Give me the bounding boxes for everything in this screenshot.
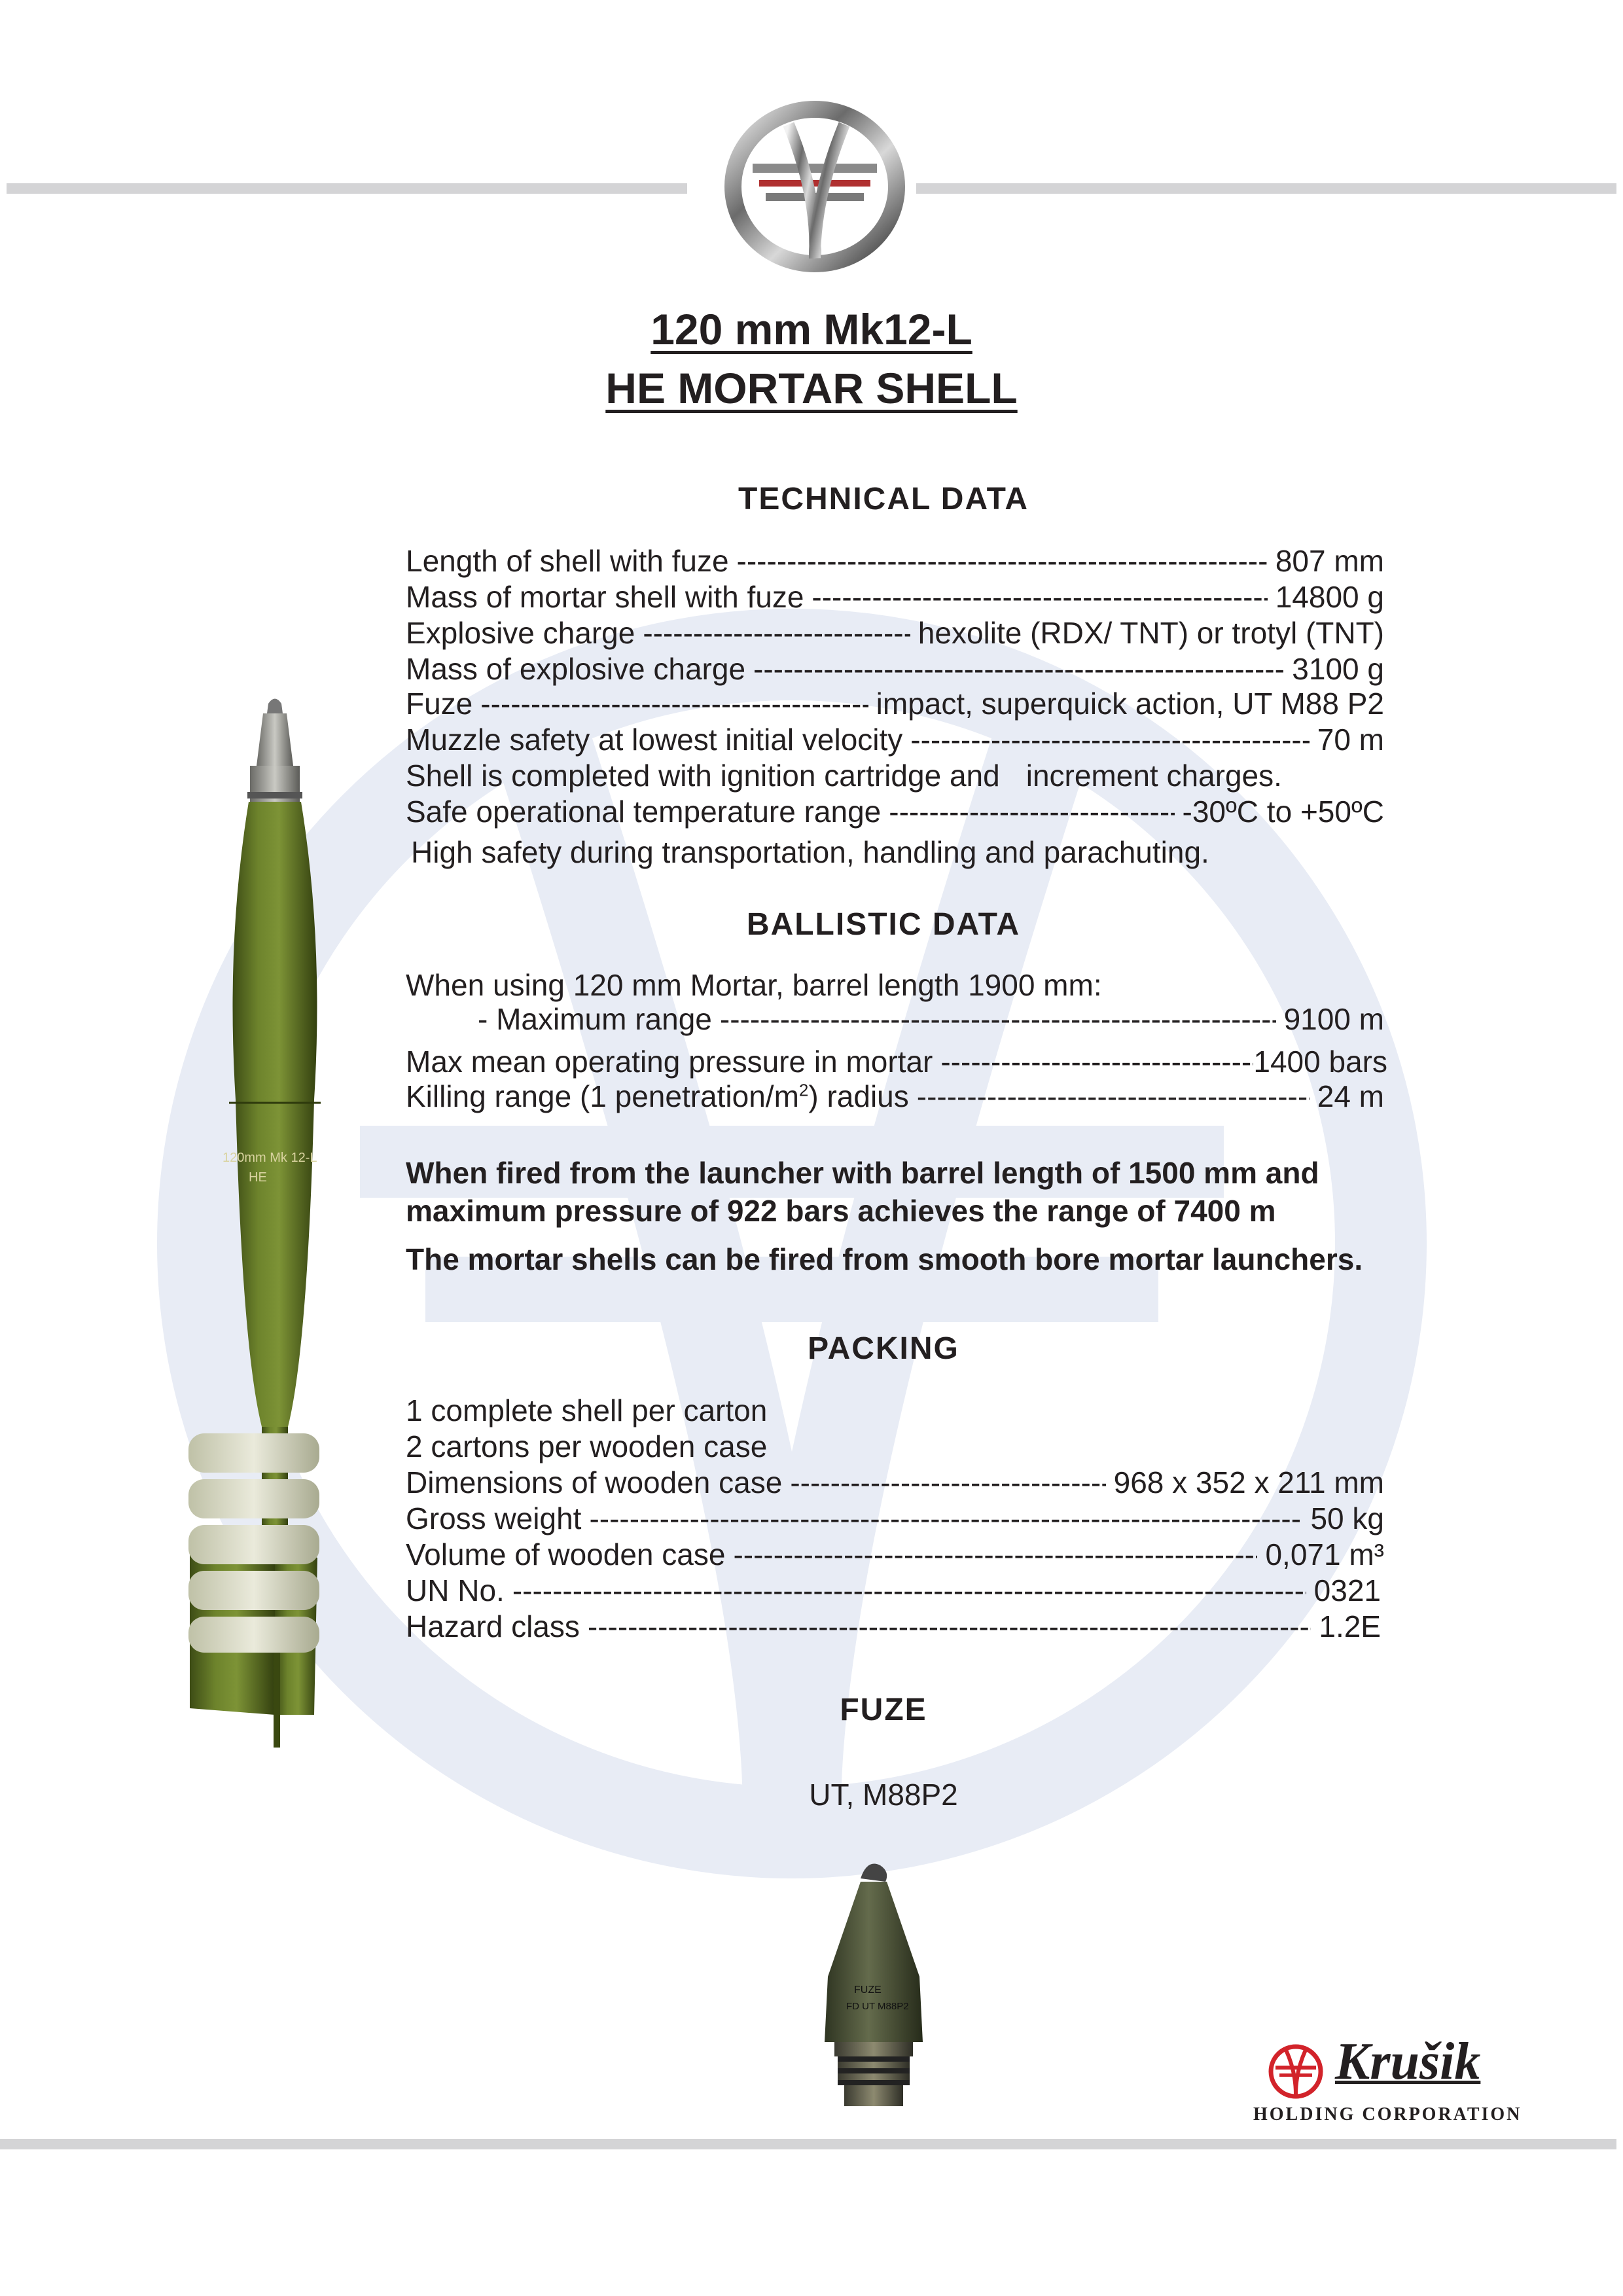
spec-label: Fuze [406,687,473,721]
spec-value: 0321 [1313,1573,1381,1607]
spec-value: hexolite (RDX/ TNT) or trotyl (TNT) [918,616,1384,650]
brand-name: Krušik [1335,2033,1481,2090]
ballistic-note-1: When fired from the launcher with barrel length of 1500 mm and [406,1156,1319,1190]
shell-marking-2: HE [249,1170,267,1185]
spec-row [406,1609,1381,1644]
spec-value: 9100 m [1283,1002,1384,1036]
spec-label: UN No. [406,1573,505,1607]
spec-row [406,722,1384,757]
ballistic-note-3: The mortar shells can be fired from smooth bore mortar launchers. [406,1242,1363,1276]
spec-label: Mass of mortar shell with fuze [406,580,804,614]
spec-row [406,794,1384,829]
brand-emblem-icon [1266,2042,1325,2101]
spec-value: 50 kg [1310,1501,1384,1535]
spec-value: 1400 bars [1253,1045,1387,1079]
ballistic-intro: When using 120 mm Mortar, barrel length 1900 mm: [406,968,1102,1002]
spec-value: -30ºC to +50ºC [1182,795,1384,829]
spec-row [406,686,1384,721]
spec-row [406,579,1384,615]
spec-label: Max mean operating pressure in mortar [406,1045,933,1079]
spec-value: 1.2E [1319,1609,1381,1643]
spec-row [406,1079,1384,1114]
fuze-image [808,1852,939,2114]
spec-value: 0,071 m³ [1265,1537,1384,1571]
spec-label: Killing range (1 penetration/$m^2$) radius [406,1079,909,1113]
spec-label: Hazard class [406,1609,580,1643]
spec-row [406,1044,1387,1079]
spec-row [406,615,1384,651]
document-title-line2: HE MORTAR SHELL [605,364,1018,412]
spec-row [406,651,1384,687]
spec-label: Shell is completed with ignition cartridge and [406,759,1000,793]
fuze-value: UT, M88P2 [809,1778,958,1812]
spec-value: 14800 g [1275,580,1384,614]
spec-row [406,1465,1384,1500]
spec-value: impact, superquick action, UT M88 P2 [876,687,1384,721]
fuze-heading: FUZE [840,1693,927,1727]
spec-row [406,1573,1381,1608]
top-rule-left [7,183,687,194]
spec-label: Gross weight [406,1501,582,1535]
fuze-marking-2: FD UT M88P2 [846,2001,909,2012]
packing-line-2: 2 cartons per wooden case [406,1429,768,1463]
spec-row [478,1001,1384,1037]
document-title-line1: 120 mm Mk12-L [651,305,972,353]
top-rule-right [916,183,1616,194]
fuze-marking-1: FUZE [854,1984,882,1996]
spec-row [406,1537,1384,1572]
ballistic-data-heading: BALLISTIC DATA [746,907,1021,942]
spec-label: - Maximum range [478,1002,712,1036]
spec-value: 3100 g [1292,652,1384,686]
spec-label: Mass of explosive charge [406,652,746,686]
spec-label: Explosive charge [406,616,635,650]
spec-row [406,543,1384,579]
spec-label: Length of shell with fuze [406,544,729,578]
packing-heading: PACKING [808,1331,959,1366]
spec-value: 24 m [1317,1079,1384,1113]
bottom-rule [0,2139,1616,2149]
spec-value: 70 m [1317,723,1384,757]
company-logo-icon [720,98,910,275]
spec-label: Muzzle safety at lowest initial velocity [406,723,903,757]
shell-marking-1: 120mm Mk 12-L [223,1151,317,1165]
spec-label: Safe operational temperature range [406,795,882,829]
safety-note: High safety during transportation, handling and parachuting. [411,835,1209,869]
mortar-shell-image [177,694,327,1754]
spec-value: increment charges. [1026,759,1282,793]
spec-label: Volume of wooden case [406,1537,726,1571]
spec-row-ignition [406,758,1282,793]
spec-value: 807 mm [1275,544,1384,578]
spec-label: Dimensions of wooden case [406,1465,783,1499]
spec-value: 968 x 352 x 211 mm [1113,1465,1384,1499]
packing-line-1: 1 complete shell per carton [406,1393,768,1427]
technical-data-heading: TECHNICAL DATA [738,482,1029,516]
spec-row [406,1501,1384,1536]
ballistic-note-2: maximum pressure of 922 bars achieves the range of 7400 m [406,1194,1276,1228]
brand-subtitle: HOLDING CORPORATION [1253,2104,1522,2125]
